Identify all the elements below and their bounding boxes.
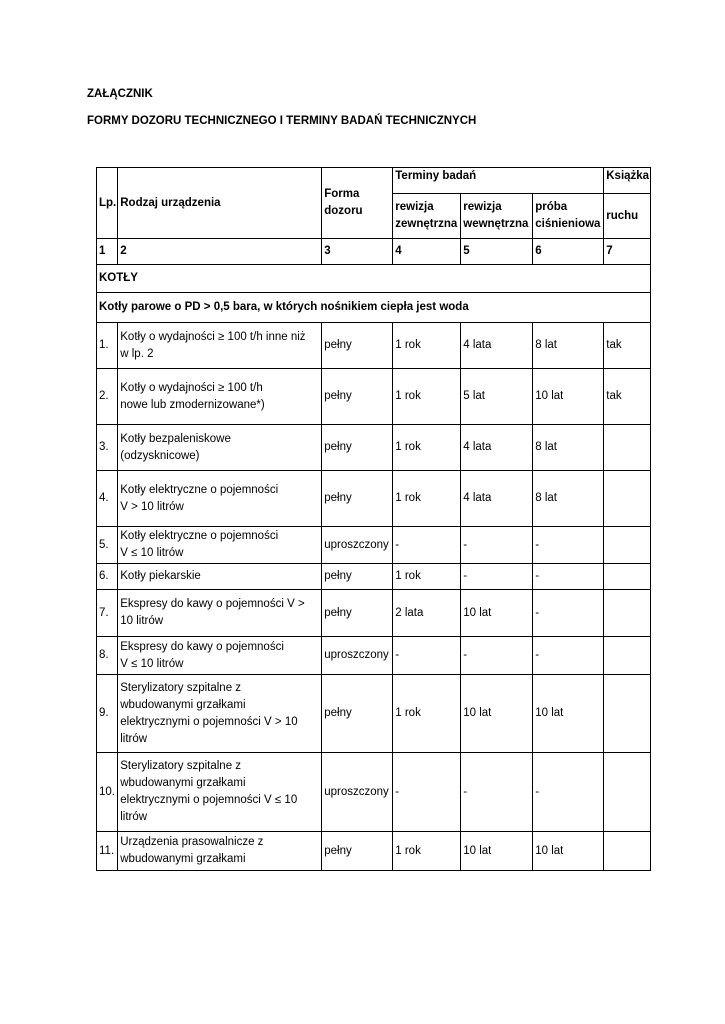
row-internal: 10 lat: [461, 832, 533, 871]
section-title: KOTŁY: [97, 265, 651, 293]
row-device-line: Sterylizatory szpitalne z: [120, 681, 242, 694]
row-internal: 10 lat: [461, 590, 533, 637]
row-device-line: wbudowanymi grzałkami: [120, 698, 246, 711]
table-row: [97, 753, 651, 832]
row-internal: -: [461, 527, 533, 564]
subsection-row: [97, 293, 651, 323]
header-internal: [461, 194, 533, 239]
header-row-1: [97, 168, 651, 194]
row-pressure: -: [533, 637, 604, 675]
table-row: [97, 590, 651, 637]
row-device-line: V ≤ 10 litrów: [120, 657, 184, 670]
row-lp: 3.: [97, 425, 118, 471]
row-device-line: Urządzenia prasowalnicze z: [120, 836, 264, 848]
row-external: -: [393, 637, 461, 675]
row-device-line: w lp. 2: [120, 347, 154, 360]
row-lp: 7.: [97, 590, 118, 637]
row-book: tak: [604, 323, 651, 369]
row-device-line: (odzysknicowe): [120, 449, 200, 462]
row-book: [604, 527, 651, 564]
row-lp: 11.: [97, 832, 118, 871]
row-device-line: Sterylizatory szpitalne z: [120, 760, 242, 772]
row-device-line: Ekspresy do kawy o pojemności: [120, 640, 284, 653]
row-device-line: Kotły elektryczne o pojemności: [120, 483, 279, 496]
row-form: pełny: [322, 675, 393, 753]
row-external: 1 rok: [393, 564, 461, 590]
header-form: [322, 168, 393, 239]
row-external: 1 rok: [393, 369, 461, 425]
row-external: 1 rok: [393, 323, 461, 369]
row-lp: 5.: [97, 527, 118, 564]
row-device-line: 10 litrów: [120, 615, 164, 627]
row-device-line: litrów: [120, 732, 148, 745]
row-book: [604, 675, 651, 753]
row-pressure: -: [533, 564, 604, 590]
col-number: 2: [118, 239, 322, 265]
table-row: [97, 471, 651, 527]
column-number-row: [97, 239, 651, 265]
row-device: [118, 323, 322, 369]
row-device: [118, 527, 322, 564]
table-row: [97, 637, 651, 675]
row-form: pełny: [322, 323, 393, 369]
col-number: 7: [604, 239, 651, 265]
col-number: 3: [322, 239, 393, 265]
row-internal: 4 lata: [461, 425, 533, 471]
row-lp: 9.: [97, 675, 118, 753]
table-row: [97, 832, 651, 871]
row-book: [604, 471, 651, 527]
row-pressure: 10 lat: [533, 832, 604, 871]
row-form: uproszczony: [322, 753, 393, 832]
col-number: 1: [97, 239, 118, 265]
section-row: [97, 265, 651, 293]
row-pressure: -: [533, 590, 604, 637]
table-row: [97, 323, 651, 369]
header-book-title: Książka: [604, 168, 651, 194]
row-internal: 4 lata: [461, 323, 533, 369]
row-pressure: -: [533, 753, 604, 832]
row-device-line: Kotły piekarskie: [120, 570, 201, 582]
row-pressure: 8 lat: [533, 471, 604, 527]
row-device-line: nowe lub zmodernizowane*): [120, 398, 265, 411]
table-row: [97, 675, 651, 753]
row-device-line: Kotły o wydajności ≥ 100 t/h inne niż: [120, 330, 306, 343]
row-device-line: Kotły o wydajności ≥ 100 t/h: [120, 381, 263, 394]
row-lp: 1.: [97, 323, 118, 369]
header-pressure: [533, 194, 604, 239]
header-pressure-line1: próba: [535, 201, 568, 213]
row-device-line: elektrycznymi o pojemności V ≤ 10: [120, 794, 298, 806]
row-pressure: 8 lat: [533, 425, 604, 471]
header-terms: Terminy badań: [393, 168, 604, 194]
row-device: [118, 425, 322, 471]
row-book: [604, 590, 651, 637]
row-external: -: [393, 753, 461, 832]
col-number: 5: [461, 239, 533, 265]
row-external: -: [393, 527, 461, 564]
page-subtitle: FORMY DOZORU TECHNICZNEGO I TERMINY BADAŃ TECHNICZNYCH: [87, 115, 477, 127]
row-internal: 10 lat: [461, 675, 533, 753]
row-device: [118, 753, 322, 832]
row-book: tak: [604, 369, 651, 425]
row-external: 1 rok: [393, 675, 461, 753]
header-form-line1: Forma: [324, 188, 360, 200]
row-device: [118, 564, 322, 590]
header-book-sub: ruchu: [604, 194, 651, 239]
row-pressure: 10 lat: [533, 675, 604, 753]
row-device-line: litrów: [120, 811, 148, 823]
header-lp: Lp.: [97, 168, 118, 239]
row-device-line: Kotły elektryczne o pojemności: [120, 530, 279, 542]
row-book: [604, 637, 651, 675]
row-lp: 4.: [97, 471, 118, 527]
row-device: [118, 369, 322, 425]
row-lp: 6.: [97, 564, 118, 590]
row-device: [118, 590, 322, 637]
row-book: [604, 832, 651, 871]
row-device-line: elektrycznymi o pojemności V > 10: [120, 715, 298, 728]
row-device: [118, 832, 322, 871]
row-external: 1 rok: [393, 832, 461, 871]
row-book: [604, 425, 651, 471]
row-form: pełny: [322, 564, 393, 590]
row-form: pełny: [322, 832, 393, 871]
row-pressure: 8 lat: [533, 323, 604, 369]
row-external: 1 rok: [393, 425, 461, 471]
row-lp: 2.: [97, 369, 118, 425]
row-internal: 5 lat: [461, 369, 533, 425]
row-device: [118, 675, 322, 753]
row-pressure: 10 lat: [533, 369, 604, 425]
header-form-line2: dozoru: [324, 205, 363, 217]
col-number: 6: [533, 239, 604, 265]
row-book: [604, 753, 651, 832]
table-row: [97, 527, 651, 564]
header-external: [393, 194, 461, 239]
col-number: 4: [393, 239, 461, 265]
table-row: [97, 369, 651, 425]
row-form: pełny: [322, 369, 393, 425]
row-form: pełny: [322, 471, 393, 527]
page-title: ZAŁĄCZNIK: [87, 88, 153, 100]
subsection-title: Kotły parowe o PD > 0,5 bara, w których nośnikiem ciepła jest woda: [97, 293, 651, 323]
table-row: [97, 564, 651, 590]
row-form: uproszczony: [322, 527, 393, 564]
row-device-line: Kotły bezpaleniskowe: [120, 432, 231, 445]
row-device-line: wbudowanymi grzałkami: [120, 777, 246, 789]
header-external-line1: rewizja: [395, 201, 434, 213]
header-device: Rodzaj urządzenia: [118, 168, 322, 239]
row-lp: 8.: [97, 637, 118, 675]
row-lp: 10.: [97, 753, 118, 832]
row-device: [118, 637, 322, 675]
table-row: [97, 425, 651, 471]
row-internal: -: [461, 753, 533, 832]
row-device-line: Ekspresy do kawy o pojemności V >: [120, 598, 305, 610]
row-device-line: wbudowanymi grzałkami: [120, 853, 246, 865]
row-book: [604, 564, 651, 590]
header-internal-line1: rewizja: [463, 201, 502, 213]
row-internal: -: [461, 637, 533, 675]
row-device-line: V > 10 litrów: [120, 500, 184, 513]
row-form: pełny: [322, 590, 393, 637]
header-pressure-line2: ciśnieniowa: [535, 218, 601, 230]
row-internal: -: [461, 564, 533, 590]
row-external: 2 lata: [393, 590, 461, 637]
inspection-table: [96, 167, 651, 871]
header-external-line2: zewnętrzna: [395, 218, 458, 230]
row-form: uproszczony: [322, 637, 393, 675]
header-internal-line2: wewnętrzna: [463, 218, 529, 230]
row-device-line: V ≤ 10 litrów: [120, 547, 184, 559]
row-form: pełny: [322, 425, 393, 471]
row-internal: 4 lata: [461, 471, 533, 527]
row-external: 1 rok: [393, 471, 461, 527]
row-pressure: -: [533, 527, 604, 564]
row-device: [118, 471, 322, 527]
